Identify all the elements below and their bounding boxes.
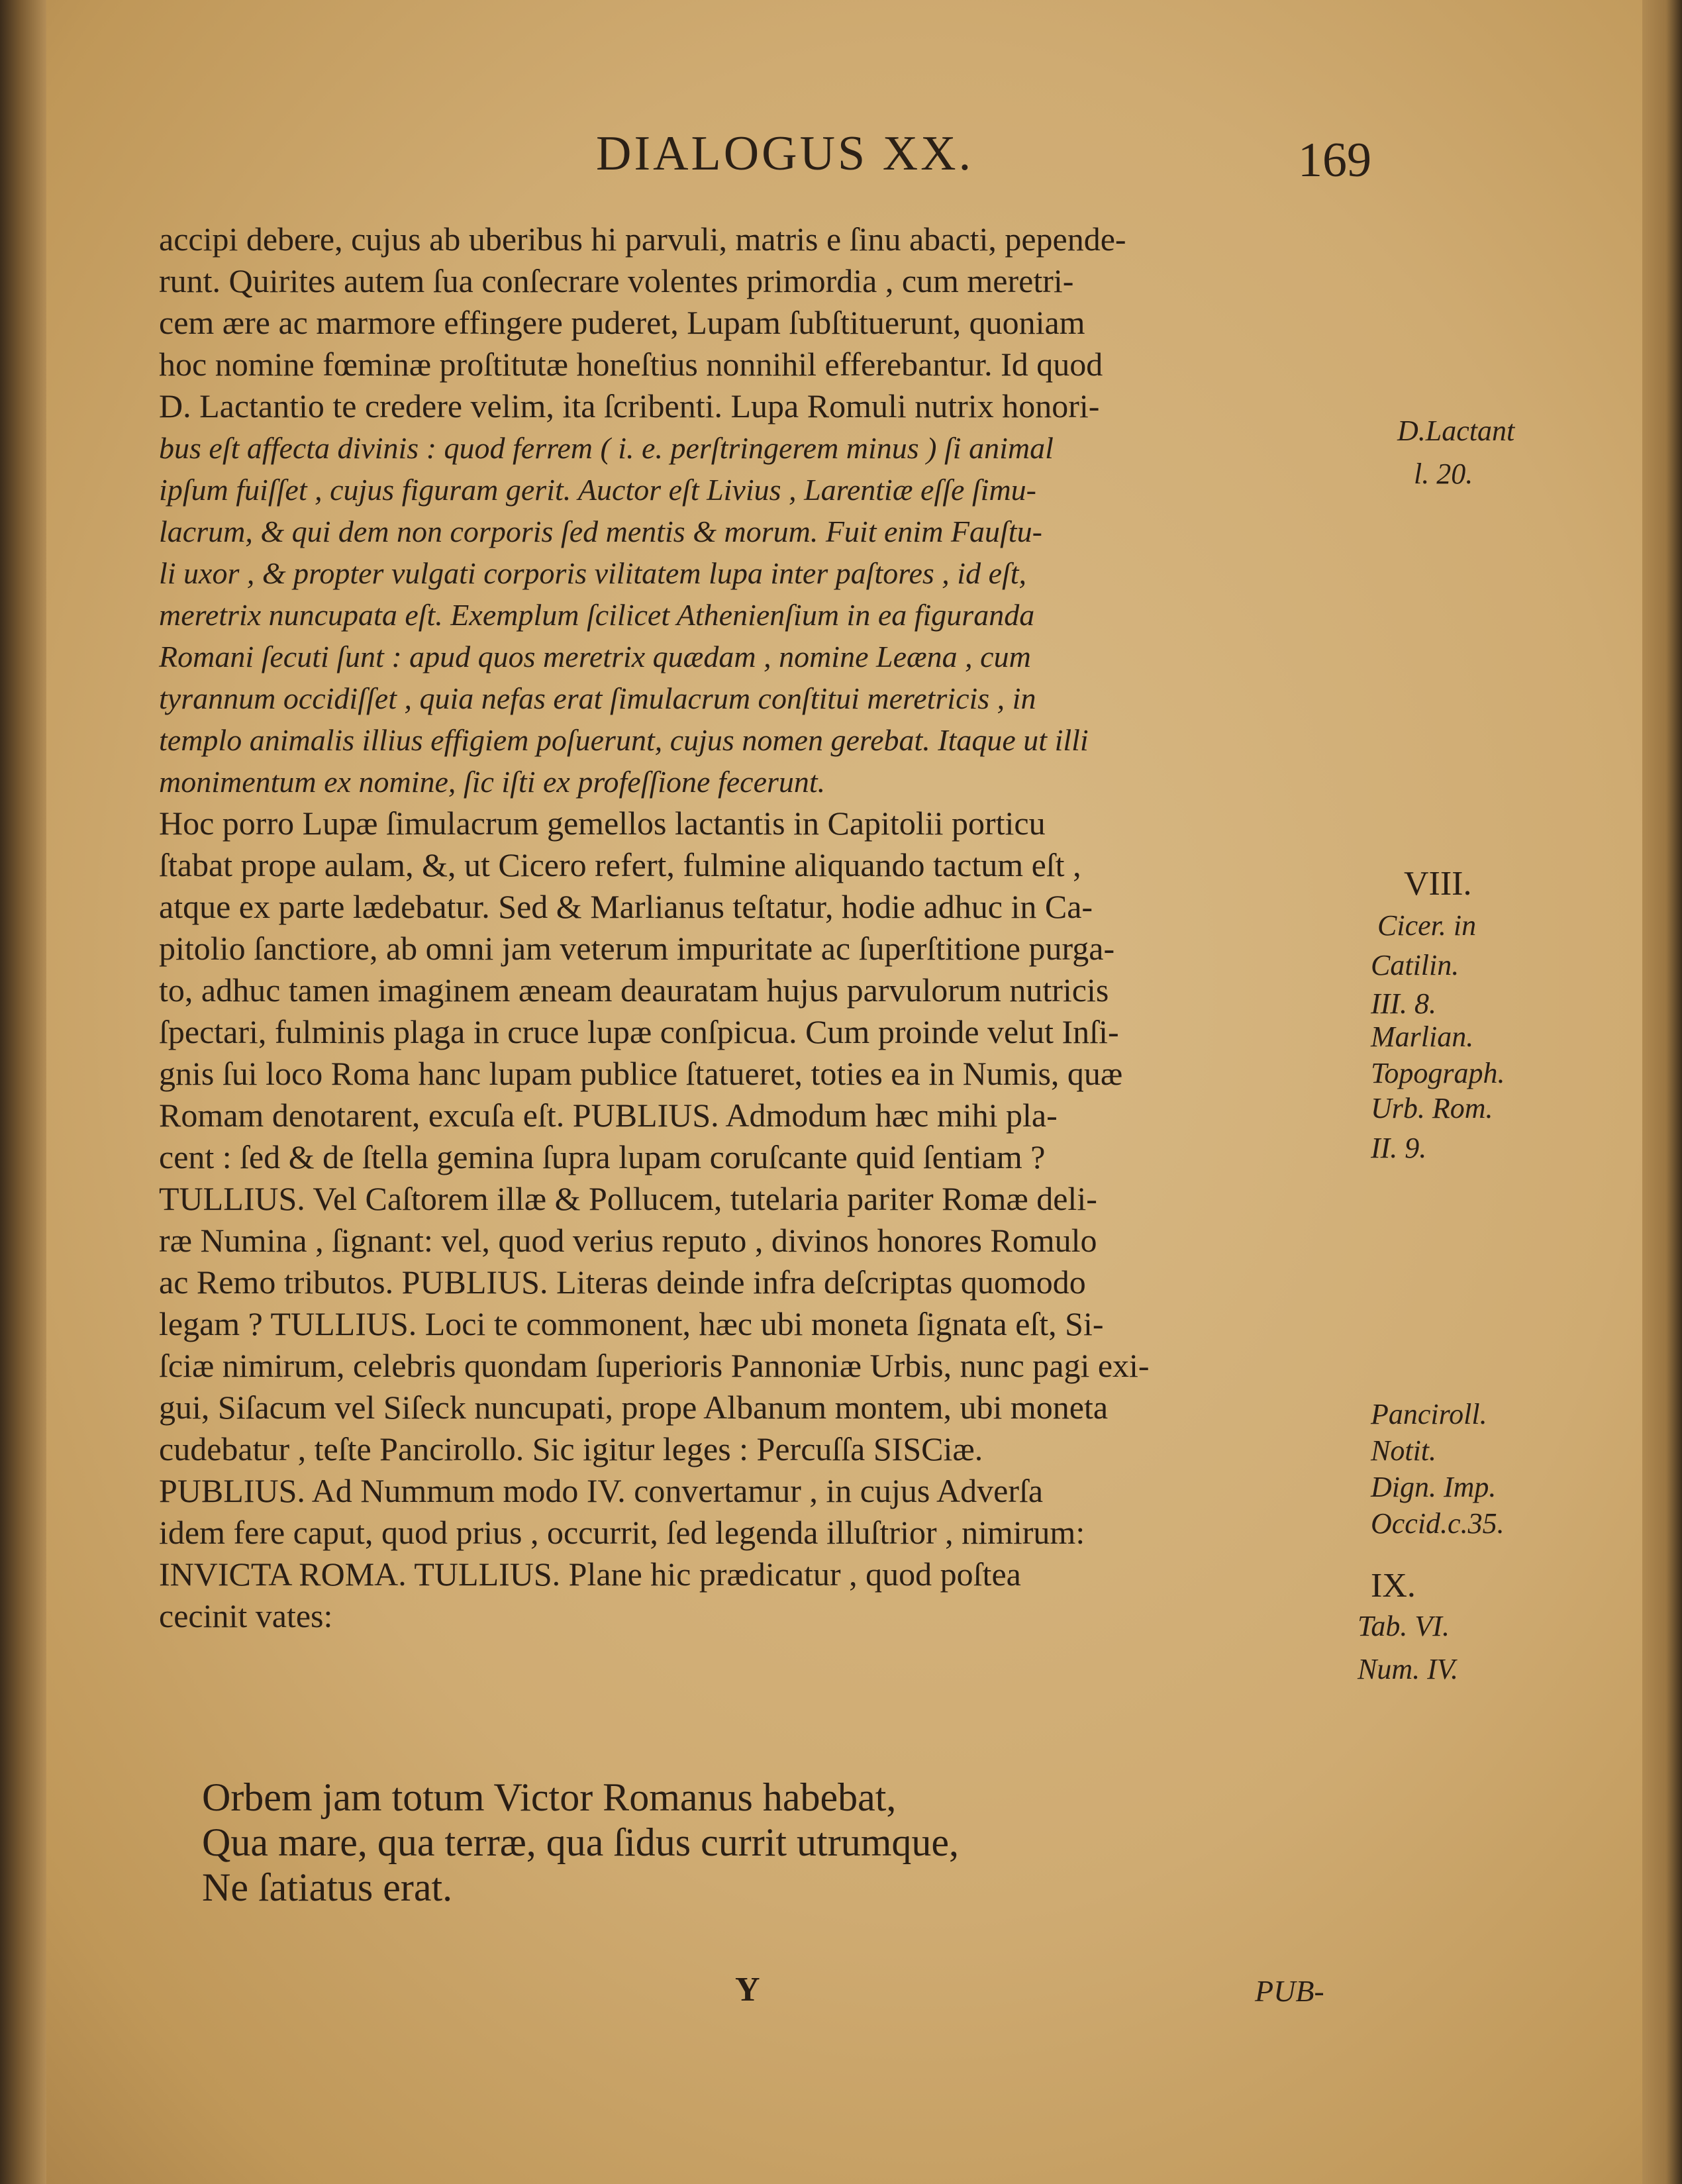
side-note: Dign. Imp. bbox=[1371, 1471, 1497, 1503]
side-note: l. 20. bbox=[1414, 458, 1473, 490]
text-line: cecinit vates: bbox=[159, 1597, 333, 1634]
text-line: gui, Siſacum vel Siſeck nuncupati, prope Albanum montem, ubi moneta bbox=[159, 1389, 1109, 1426]
text-line: hoc nomine fœminæ proſtitutæ honeſtius nonnihil efferebantur. Id quod bbox=[159, 346, 1103, 383]
main-text-block bbox=[159, 219, 1384, 1637]
text-line: tyrannum occidiſſet , quia nefas erat ſimulacrum conſtitui meretricis , in bbox=[159, 681, 1036, 715]
text-line: monimentum ex nomine, ſic iſti ex profeſſione fecerunt. bbox=[159, 765, 826, 799]
text-line: ſciæ nimirum, celebris quondam ſuperioris Pannoniæ Urbis, nunc pagi exi- bbox=[159, 1347, 1150, 1384]
side-note: Catilin. bbox=[1371, 949, 1459, 981]
side-note: II. 9. bbox=[1371, 1132, 1427, 1164]
text-line: runt. Quirites autem ſua conſecrare volentes primordia , cum meretri- bbox=[159, 262, 1074, 299]
text-line: TULLIUS. Vel Caſtorem illæ & Pollucem, tutelaria pariter Romæ deli- bbox=[159, 1180, 1097, 1217]
verse-line: Orbem jam totum Victor Romanus habebat, bbox=[202, 1775, 897, 1819]
text-line: ſpectari, fulminis plaga in cruce lupæ conſpicua. Cum proinde velut Inſi- bbox=[159, 1013, 1119, 1050]
book-spine-shadow bbox=[0, 0, 46, 2184]
text-line: Hoc porro Lupæ ſimulacrum gemellos lactantis in Capitolii porticu bbox=[159, 805, 1046, 842]
text-line: idem fere caput, quod prius , occurrit, ſed legenda illuſtrior , nimirum: bbox=[159, 1514, 1085, 1551]
side-note: Topograph. bbox=[1371, 1057, 1505, 1089]
text-line: ipſum fuiſſet , cujus figuram gerit. Auctor eſt Livius , Larentiæ eſſe ſimu- bbox=[159, 473, 1036, 507]
text-line: to, adhuc tamen imaginem æneam deauratam hujus parvulorum nutricis bbox=[159, 971, 1109, 1009]
text-line: Romam denotarent, excuſa eſt. PUBLIUS. Admodum hæc mihi pla- bbox=[159, 1097, 1058, 1134]
text-line: atque ex parte lædebatur. Sed & Marlianus teſtatur, hodie adhuc in Ca- bbox=[159, 888, 1093, 925]
text-line: ſtabat prope aulam, &, ut Cicero refert, fulmine aliquando tactum eſt , bbox=[159, 846, 1081, 883]
verse-quotation bbox=[202, 1775, 1328, 1910]
text-line: ræ Numina , ſignant: vel, quod verius reputo , divinos honores Romulo bbox=[159, 1222, 1097, 1259]
running-head: DIALOGUS XX. bbox=[596, 126, 974, 181]
text-line: gnis ſui loco Roma hanc lupam publice ſtatueret, toties ea in Numis, quæ bbox=[159, 1055, 1123, 1092]
signature-mark: Y bbox=[735, 1971, 760, 2009]
side-note: Cicer. in bbox=[1377, 909, 1477, 942]
page-number: 169 bbox=[1298, 133, 1371, 187]
text-line: ac Remo tributos. PUBLIUS. Literas deinde infra deſcriptas quomodo bbox=[159, 1264, 1086, 1301]
side-note: III. 8. bbox=[1371, 987, 1436, 1020]
page-edge-shadow bbox=[1642, 0, 1682, 2184]
text-line: INVICTA ROMA. TULLIUS. Plane hic prædicatur , quod poſtea bbox=[159, 1556, 1021, 1593]
side-note: Num. IV. bbox=[1358, 1653, 1458, 1685]
text-line: lacrum, & qui dem non corporis ſed mentis & morum. Fuit enim Fauſtu- bbox=[159, 515, 1042, 548]
text-line: bus eſt affecta divinis : quod ferrem ( i. e. perſtringerem minus ) ſi animal bbox=[159, 431, 1054, 465]
text-line: meretrix nuncupata eſt. Exemplum ſcilicet Athenienſium in ea figuranda bbox=[159, 598, 1035, 632]
section-number: IX. bbox=[1371, 1567, 1416, 1605]
side-note: D.Lactant bbox=[1397, 415, 1515, 447]
verse-line: Ne ſatiatus erat. bbox=[202, 1865, 453, 1909]
side-note: Panciroll. bbox=[1371, 1398, 1487, 1430]
text-line: li uxor , & propter vulgati corporis vilitatem lupa inter paſtores , id eſt, bbox=[159, 556, 1027, 590]
text-line: PUBLIUS. Ad Nummum modo IV. convertamur , in cujus Adverſa bbox=[159, 1472, 1044, 1509]
text-line: templo animalis illius effigiem poſuerunt, cujus nomen gerebat. Itaque ut illi bbox=[159, 723, 1089, 757]
verse-line: Qua mare, qua terræ, qua ſidus currit utrumque, bbox=[202, 1820, 959, 1864]
text-line: legam ? TULLIUS. Loci te commonent, hæc ubi moneta ſignata eſt, Si- bbox=[159, 1305, 1104, 1342]
side-note: Tab. VI. bbox=[1358, 1610, 1450, 1642]
side-note: Urb. Rom. bbox=[1371, 1092, 1493, 1124]
text-line: cudebatur , teſte Pancirollo. Sic igitur leges : Percuſſa SISCiæ. bbox=[159, 1430, 983, 1467]
text-line: Romani ſecuti ſunt : apud quos meretrix quædam , nomine Leæna , cum bbox=[159, 640, 1031, 673]
text-line: accipi debere, cujus ab uberibus hi parvuli, matris e ſinu abacti, pepende- bbox=[159, 221, 1126, 258]
side-note: Occid.c.35. bbox=[1371, 1507, 1505, 1540]
text-line: cent : ſed & de ſtella gemina ſupra lupam coruſcante quid ſentiam ? bbox=[159, 1138, 1046, 1175]
catchword: PUB- bbox=[1255, 1974, 1324, 2008]
side-note: Notit. bbox=[1371, 1434, 1437, 1467]
text-line: D. Lactantio te credere velim, ita ſcribenti. Lupa Romuli nutrix honori- bbox=[159, 387, 1100, 424]
side-note: Marlian. bbox=[1371, 1020, 1474, 1053]
text-line: cem ære ac marmore effingere puderet, Lupam ſubſtituerunt, quoniam bbox=[159, 304, 1085, 341]
section-number: VIII. bbox=[1404, 865, 1472, 903]
text-line: pitolio ſanctiore, ab omni jam veterum impuritate ac ſuperſtitione purga- bbox=[159, 930, 1115, 967]
